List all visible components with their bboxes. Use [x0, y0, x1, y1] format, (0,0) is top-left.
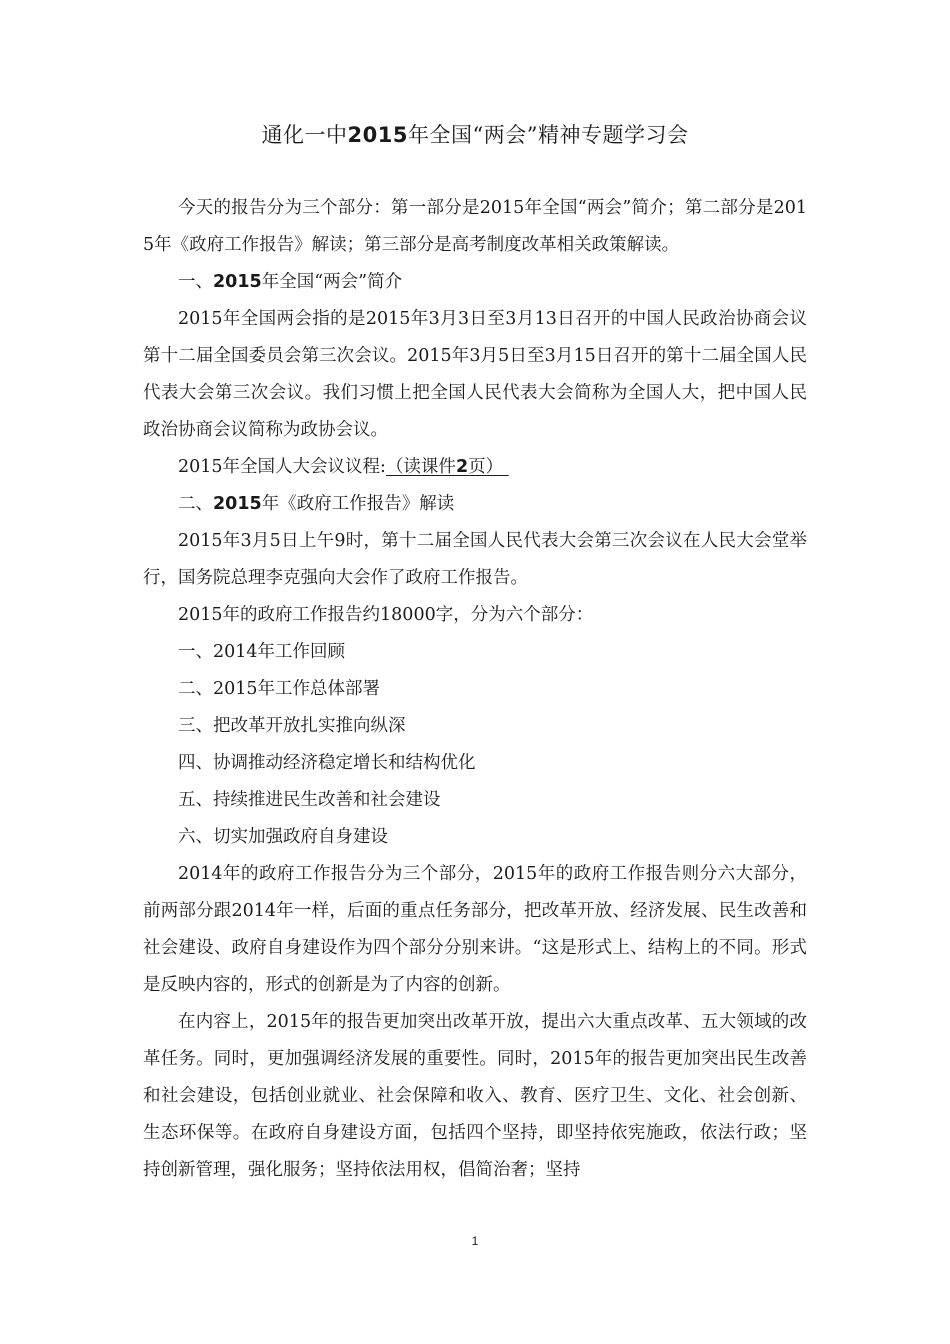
report-structure-paragraph: 2015年的政府工作报告约18000字，分为六个部分： — [178, 605, 594, 625]
lianghui-paragraph: 2015年全国两会指的是2015年3月3日至3月13日召开的中国人民政治协商会议第十二届全国委员会第三次会议。2015年3月5日至3月15日召开的第十二届全国人民代表大会第三次会议。我们习惯上把全国人民代表大会简称为全国人大，把中国人民政治协商会议简称为政协会议。 — [143, 309, 807, 440]
title-year: 2015 — [347, 123, 408, 147]
report-part-item: 四、协调推动经济稳定增长和结构优化 — [178, 753, 476, 773]
section-heading-2-prefix: 二、 — [178, 494, 213, 514]
section-heading-2-suffix: 年《政府工作报告》解读 — [261, 494, 455, 514]
agenda-link-suffix: 页） — [468, 457, 504, 477]
intro-paragraph: 今天的报告分为三个部分：第一部分是2015年全国“两会”简介；第二部分是2015年《政府工作报告》解读；第三部分是高考制度改革相关政策解读。 — [143, 198, 807, 255]
page-number: 1 — [471, 1234, 479, 1248]
title-suffix: 年全国“两会”精神专题学习会 — [407, 123, 689, 147]
agenda-link-page: 2 — [455, 457, 469, 477]
report-part-item: 六、切实加强政府自身建设 — [178, 827, 388, 847]
section-heading-1-prefix: 一、 — [178, 272, 213, 292]
section-heading-1 — [143, 264, 807, 301]
page-title — [0, 120, 950, 150]
section-heading-2-year: 2015 — [213, 494, 262, 514]
section-heading-1-suffix: 年全国“两会”简介 — [261, 272, 403, 292]
report-part-item: 一、2014年工作回顾 — [178, 642, 346, 662]
title-prefix: 通化一中 — [261, 123, 348, 147]
report-part-item: 五、持续推进民生改善和社会建设 — [178, 790, 441, 810]
comparison-paragraph: 2014年的政府工作报告分为三个部分，2015年的政府工作报告则分六大部分，前两部分跟2014年一样，后面的重点任务部分，把改革开放、经济发展、民生改善和社会建设、政府自身建设作为四个部分分别来讲。“这是形式上、结构上的不同。形式是反映内容的，形式的创新是为了内容的创新。 — [143, 864, 807, 995]
report-part-item: 二、2015年工作总体部署 — [178, 679, 381, 699]
report-event-paragraph: 2015年3月5日上午9时，第十二届全国人民代表大会第三次会议在人民大会堂举行，国务院总理李克强向大会作了政府工作报告。 — [143, 531, 807, 588]
section-heading-1-year: 2015 — [213, 272, 262, 292]
content-paragraph: 在内容上，2015年的报告更加突出改革开放，提出六大重点改革、五大领域的改革任务。同时，更加强调经济发展的重要性。同时，2015年的报告更加突出民生改善和社会建设，包括创业就业、社会保障和收入、教育、医疗卫生、文化、社会创新、生态环保等。在政府自身建设方面，包括四个坚持，即坚持依宪施政，依法行政；坚持创新管理，强化服务；坚持依法用权，倡简治奢；坚持 — [143, 1012, 807, 1180]
document-body — [143, 190, 807, 1189]
agenda-line — [143, 449, 807, 486]
agenda-courseware-reference — [386, 457, 509, 477]
agenda-link-prefix: （读课件 — [385, 457, 456, 477]
section-heading-2 — [143, 486, 807, 523]
agenda-label: 2015年全国人大会议议程: — [178, 457, 386, 477]
report-part-item: 三、把改革开放扎实推向纵深 — [178, 716, 406, 736]
